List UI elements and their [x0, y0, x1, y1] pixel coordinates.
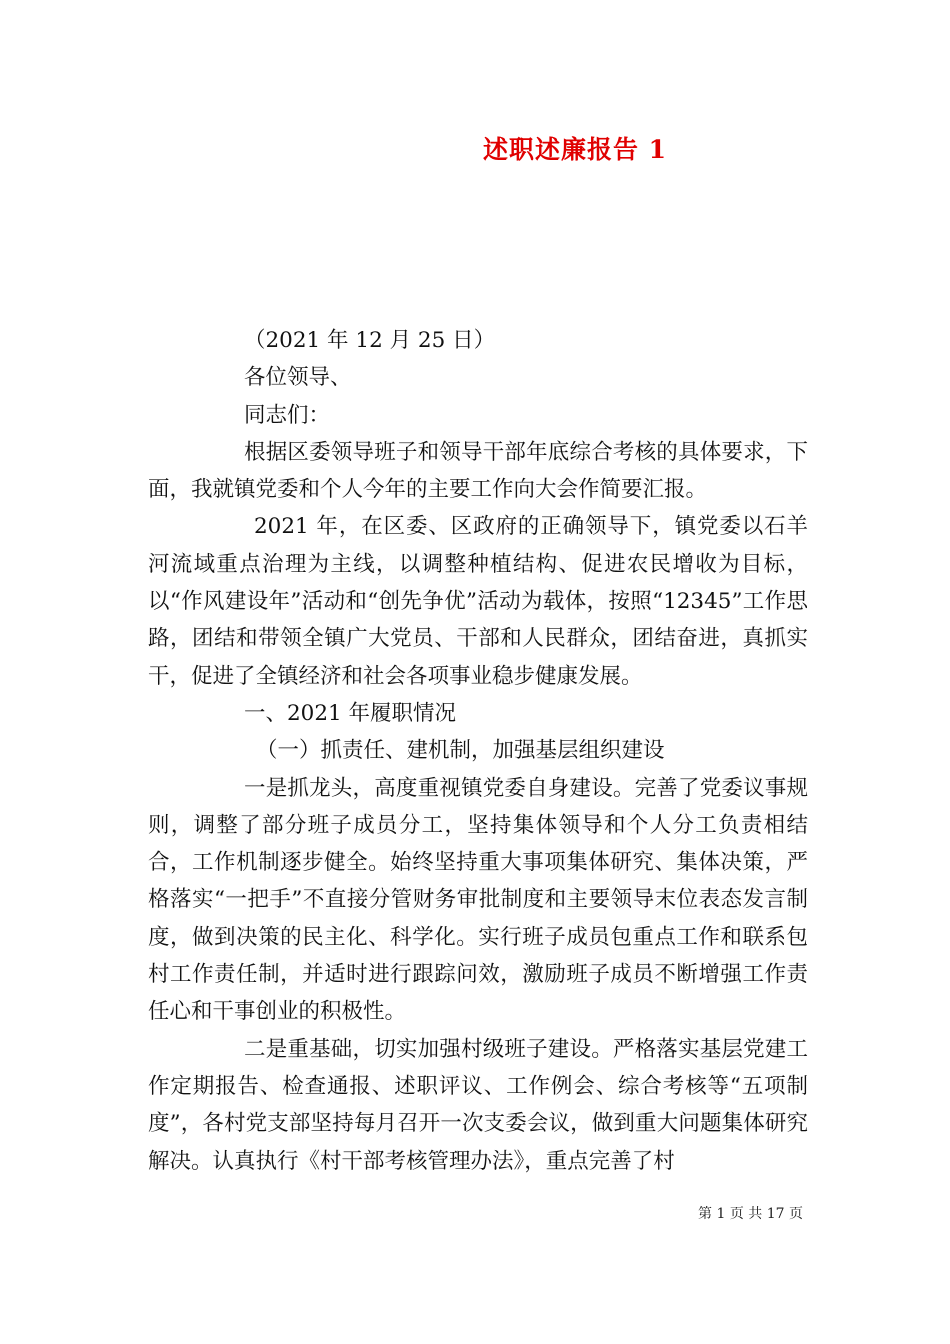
subsection-heading: （一）抓责任、建机制，加强基层组织建设 — [256, 738, 665, 764]
body-paragraph: 一是抓龙头，高度重视镇党委自身建设。完善了党委议事规则，调整了部分班子成员分工，坚持集体领导和个人分工负责相结合，工作机制逐步健全。始终坚持重大事项集体研究、集体决策，严格落实“一把手”不直接分管财务审批制度和主要领导末位表态发言制度，做到决策的民主化、科学化。实行班子成员包重点工作和联系包村工作责任制，并适时进行跟踪问效，激励班子成员不断增强工作责任心和干事创业的积极性。 — [148, 775, 808, 1025]
body-paragraph: 二是重基础，切实加强村级班子建设。严格落实基层党建工作定期报告、检查通报、述职评议、工作例会、综合考核等“五项制度”，各村党支部坚持每月召开一次支委会议，做到重大问题集体研究解决。认真执行《村干部考核管理办法》，重点完善了村 — [148, 1036, 808, 1174]
date-line: （2021 年 12 月 25 日） — [244, 328, 496, 353]
salutation-comrades: 同志们： — [244, 402, 331, 428]
document-title: 述职述廉报告 1 — [482, 135, 668, 164]
intro-paragraph: 根据区委领导班子和领导干部年底综合考核的具体要求，下面，我就镇党委和个人今年的主要工作向大会作简要汇报。 — [148, 439, 808, 503]
document-body — [148, 322, 808, 1180]
overview-paragraph: 2021 年，在区委、区政府的正确领导下，镇党委以石羊河流域重点治理为主线，以调整种植结构、促进农民增收为目标，以“作风建设年”活动和“创先争优”活动为载体，按照“12345”工作思路，团结和带领全镇广大党员、干部和人民群众，团结奋进，真抓实干，促进了全镇经济和社会各项事业稳步健康发展。 — [148, 514, 808, 689]
section-heading: 一、2021 年履职情况 — [244, 700, 457, 726]
salutation-leaders: 各位领导、 — [244, 365, 352, 391]
page-number: 第 1 页 共 17 页 — [698, 1206, 803, 1222]
